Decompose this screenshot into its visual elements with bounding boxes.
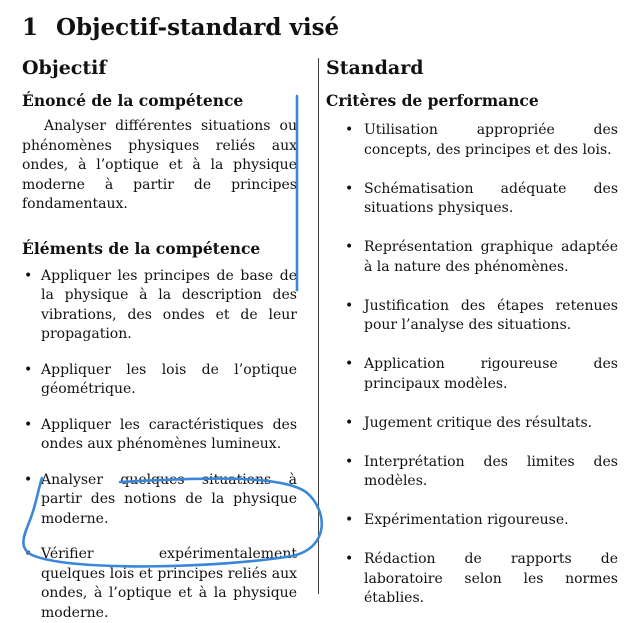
list-item — [326, 238, 618, 277]
standard-heading: Standard — [326, 56, 618, 80]
criteres-heading: Critères de performance — [326, 91, 618, 111]
section-title-text: Objectif-standard visé — [56, 14, 339, 41]
list-item-text: Représentation graphique adaptée à la nature des phénomènes. — [364, 239, 618, 275]
enonce-heading: Énoncé de la compétence — [22, 91, 297, 111]
list-item — [326, 355, 618, 394]
list-item — [22, 545, 297, 623]
bullet: • — [345, 121, 353, 141]
bullet: • — [24, 361, 32, 381]
list-item — [326, 453, 618, 492]
elements-heading: Éléments de la compétence — [22, 239, 297, 259]
objectif-heading: Objectif — [22, 56, 297, 80]
bullet: • — [345, 414, 353, 434]
bullet: • — [345, 453, 353, 473]
list-item — [326, 414, 618, 434]
list-item — [22, 416, 297, 455]
list-item — [326, 121, 618, 160]
section-number: 1 — [22, 14, 38, 41]
list-item-text: Schématisation adéquate des situations physiques. — [364, 181, 618, 217]
list-item-text: Appliquer les lois de l’optique géométrique. — [41, 362, 297, 398]
list-item-text: Vérifier expérimentalement quelques lois et principes reliés aux ondes, à l’optique et à la physique moderne. — [41, 546, 297, 621]
list-item-text: Rédaction de rapports de laboratoire selon les normes établies. — [364, 551, 618, 606]
list-item-text: Utilisation appropriée des concepts, des principes et des lois. — [364, 122, 618, 158]
list-item-text: Appliquer les caractéristiques des ondes aux phénomènes lumineux. — [41, 417, 297, 453]
bullet: • — [24, 416, 32, 436]
bullet: • — [24, 267, 32, 287]
list-item — [22, 267, 297, 345]
bullet: • — [24, 545, 32, 565]
list-item-text: Justification des étapes retenues pour l’analyse des situations. — [364, 298, 618, 334]
list-item-text: Analyser quelques situations à partir des notions de la physique moderne. — [41, 472, 297, 527]
objectif-column — [22, 56, 297, 623]
section-title — [22, 14, 339, 41]
list-item — [326, 511, 618, 531]
enonce-text: Analyser différentes situations ou phénomènes physiques reliés aux ondes, à l’optique et à la physique moderne à partir de principes fondamentaux. — [22, 117, 297, 215]
list-item-text: Interprétation des limites des modèles. — [364, 454, 618, 490]
list-item — [22, 471, 297, 530]
list-item — [326, 297, 618, 336]
bullet: • — [345, 180, 353, 200]
bullet: • — [345, 238, 353, 258]
bullet: • — [345, 550, 353, 570]
bullet: • — [345, 355, 353, 375]
standard-column — [326, 56, 618, 609]
elements-list — [22, 267, 297, 623]
criteres-list — [326, 121, 618, 609]
bullet: • — [24, 471, 32, 491]
bullet: • — [345, 511, 353, 531]
list-item-text: Application rigoureuse des principaux modèles. — [364, 356, 618, 392]
list-item-text: Jugement critique des résultats. — [364, 415, 592, 431]
list-item-text: Expérimentation rigoureuse. — [364, 512, 569, 528]
bullet: • — [345, 297, 353, 317]
list-item — [326, 180, 618, 219]
column-divider — [318, 58, 319, 594]
list-item — [22, 361, 297, 400]
list-item — [326, 550, 618, 609]
list-item-text: Appliquer les principes de base de la physique à la description des vibrations, des ondes et de leur propagation. — [41, 268, 297, 343]
